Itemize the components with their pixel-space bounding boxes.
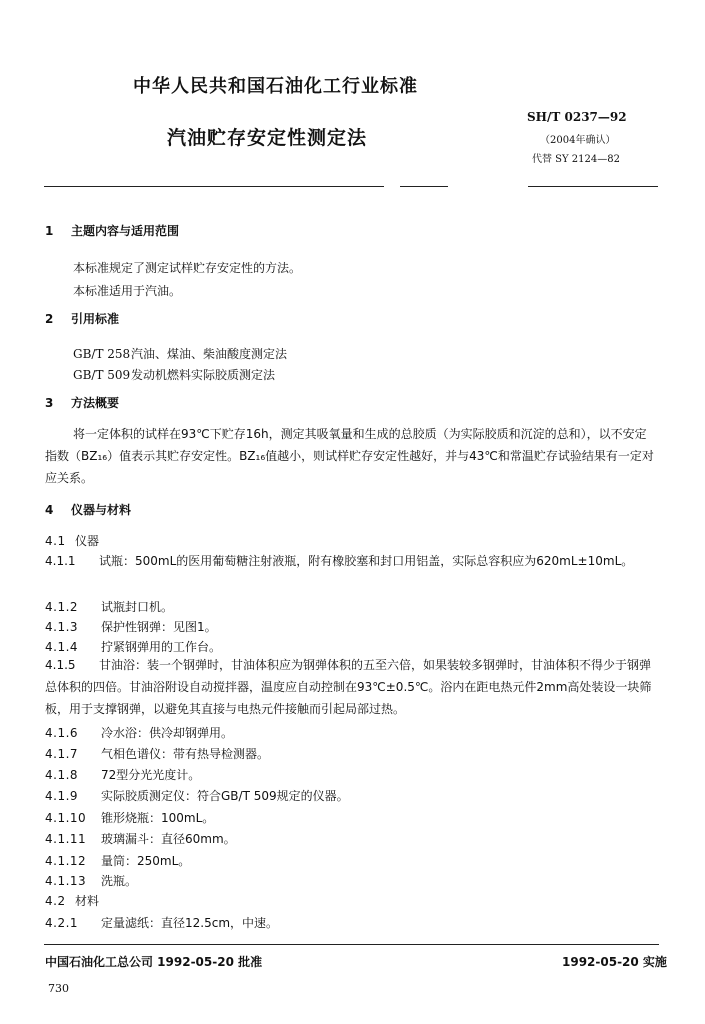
header-rule bbox=[528, 186, 658, 187]
clause-text: 实际胶质测定仪：符合GB/T 509规定的仪器。 bbox=[101, 789, 349, 803]
clause-item bbox=[45, 550, 657, 572]
section-title: 引用标准 bbox=[71, 312, 120, 326]
clause-item bbox=[45, 766, 200, 783]
approval-note: 中国石油化工总公司 1992-05-20 批准 bbox=[45, 955, 263, 969]
clause-text: 拧紧钢弹用的工作台。 bbox=[101, 640, 222, 654]
clause-number: 4.2.1 bbox=[45, 916, 79, 930]
section-heading-2 bbox=[45, 310, 119, 327]
clause-number: 4.1.7 bbox=[45, 747, 79, 761]
clause-text: 保护性钢弹：见图1。 bbox=[101, 620, 217, 634]
clause-text: 72型分光光度计。 bbox=[101, 768, 201, 782]
clause-number: 4.1.11 bbox=[45, 832, 87, 846]
clause-text: 锥形烧瓶：100mL。 bbox=[101, 811, 215, 825]
reference-item bbox=[73, 345, 287, 362]
clause-number: 4.1 bbox=[45, 534, 66, 548]
clause-number: 4.1.10 bbox=[45, 811, 87, 825]
section-number: 4 bbox=[45, 503, 54, 517]
confirmation-note: （2004年确认） bbox=[540, 135, 616, 146]
page-number: 730 bbox=[48, 982, 69, 995]
clause-item bbox=[45, 809, 214, 826]
clause-text: 材料 bbox=[75, 894, 100, 908]
section-heading-1 bbox=[45, 222, 179, 239]
clause-item bbox=[45, 532, 99, 549]
implementation-date: 1992-05-20 实施 bbox=[562, 955, 667, 969]
reference-title: 汽油、煤油、柴油酸度测定法 bbox=[131, 347, 288, 361]
clause-number: 4.1.8 bbox=[45, 768, 79, 782]
clause-text: 洗瓶。 bbox=[101, 874, 138, 888]
clause-text: 试瓶：500mL的医用葡萄糖注射液瓶，附有橡胶塞和封口用铝盖，实际总容积应为620mL±10mL。 bbox=[99, 554, 634, 568]
standard-category: 中华人民共和国石油化工行业标准 bbox=[133, 76, 418, 97]
header-rule bbox=[400, 186, 448, 187]
clause-number: 4.1.6 bbox=[45, 726, 79, 740]
section-title: 主题内容与适用范围 bbox=[71, 224, 180, 238]
reference-code: GB/T 258 bbox=[73, 347, 131, 361]
section-number: 1 bbox=[45, 224, 54, 238]
method-summary: 将一定体积的试样在93℃下贮存16h，测定其吸氧量和生成的总胶质（为实际胶质和沉淀的总和），以不安定指数（BZ₁₆）值表示其贮存安定性。BZ₁₆值越小，则试样贮存安定性越好，并与43℃和常温贮存试验结果有一定对应关系。 bbox=[45, 427, 654, 485]
document-title: 汽油贮存安定性测定法 bbox=[167, 127, 368, 149]
section-number: 2 bbox=[45, 312, 54, 326]
scope-line-1: 本标准规定了测定试样贮存安定性的方法。 bbox=[73, 261, 302, 275]
section-heading-3 bbox=[45, 394, 119, 411]
clause-item bbox=[45, 914, 278, 931]
standard-code: SH/T 0237—92 bbox=[527, 110, 627, 124]
header-rule bbox=[44, 186, 384, 187]
section-title: 方法概要 bbox=[71, 396, 120, 410]
clause-text: 甘油浴：装一个钢弹时，甘油体积应为钢弹体积的五至六倍，如果装较多钢弹时，甘油体积不得少于钢弹总体积的四倍。甘油浴附设自动搅拌器，温度应自动控制在93℃±0.5℃。浴内在距电热元件2mm高处装设一块筛板，用于支撑钢弹，以避免其直接与电热元件接触而引起局部过热。 bbox=[45, 658, 652, 716]
clause-item bbox=[45, 638, 221, 655]
clause-number: 4.1.12 bbox=[45, 854, 87, 868]
section-title: 仪器与材料 bbox=[71, 503, 132, 517]
clause-item bbox=[45, 654, 657, 720]
clause-item bbox=[45, 724, 233, 741]
clause-number: 4.1.4 bbox=[45, 640, 79, 654]
clause-text: 玻璃漏斗：直径60mm。 bbox=[101, 832, 236, 846]
clause-item bbox=[45, 745, 269, 762]
clause-text: 量筒：250mL。 bbox=[101, 854, 191, 868]
reference-code: GB/T 509 bbox=[73, 368, 131, 382]
section-heading-4 bbox=[45, 501, 131, 518]
clause-text: 气相色谱仪：带有热导检测器。 bbox=[101, 747, 270, 761]
clause-number: 4.1.9 bbox=[45, 789, 79, 803]
clause-number: 4.1.5 bbox=[45, 658, 76, 672]
reference-title: 发动机燃料实际胶质测定法 bbox=[131, 368, 276, 382]
clause-item bbox=[45, 787, 349, 804]
clause-text: 冷水浴：供冷却钢弹用。 bbox=[101, 726, 234, 740]
clause-text: 试瓶封口机。 bbox=[101, 600, 174, 614]
replaces-note: 代替 SY 2124—82 bbox=[532, 154, 620, 165]
clause-item bbox=[45, 618, 217, 635]
clause-number: 4.1.1 bbox=[45, 554, 76, 568]
section-number: 3 bbox=[45, 396, 54, 410]
clause-number: 4.1.3 bbox=[45, 620, 79, 634]
scope-line-2: 本标准适用于汽油。 bbox=[73, 284, 182, 298]
clause-number: 4.2 bbox=[45, 894, 66, 908]
clause-item bbox=[45, 598, 173, 615]
clause-item bbox=[45, 872, 137, 889]
clause-number: 4.1.13 bbox=[45, 874, 87, 888]
reference-item bbox=[73, 366, 275, 383]
clause-item bbox=[45, 852, 190, 869]
clause-text: 定量滤纸：直径12.5cm，中速。 bbox=[101, 916, 279, 930]
clause-number: 4.1.2 bbox=[45, 600, 79, 614]
clause-item bbox=[45, 892, 99, 909]
footer-rule bbox=[44, 944, 659, 945]
clause-item bbox=[45, 830, 236, 847]
clause-text: 仪器 bbox=[75, 534, 100, 548]
